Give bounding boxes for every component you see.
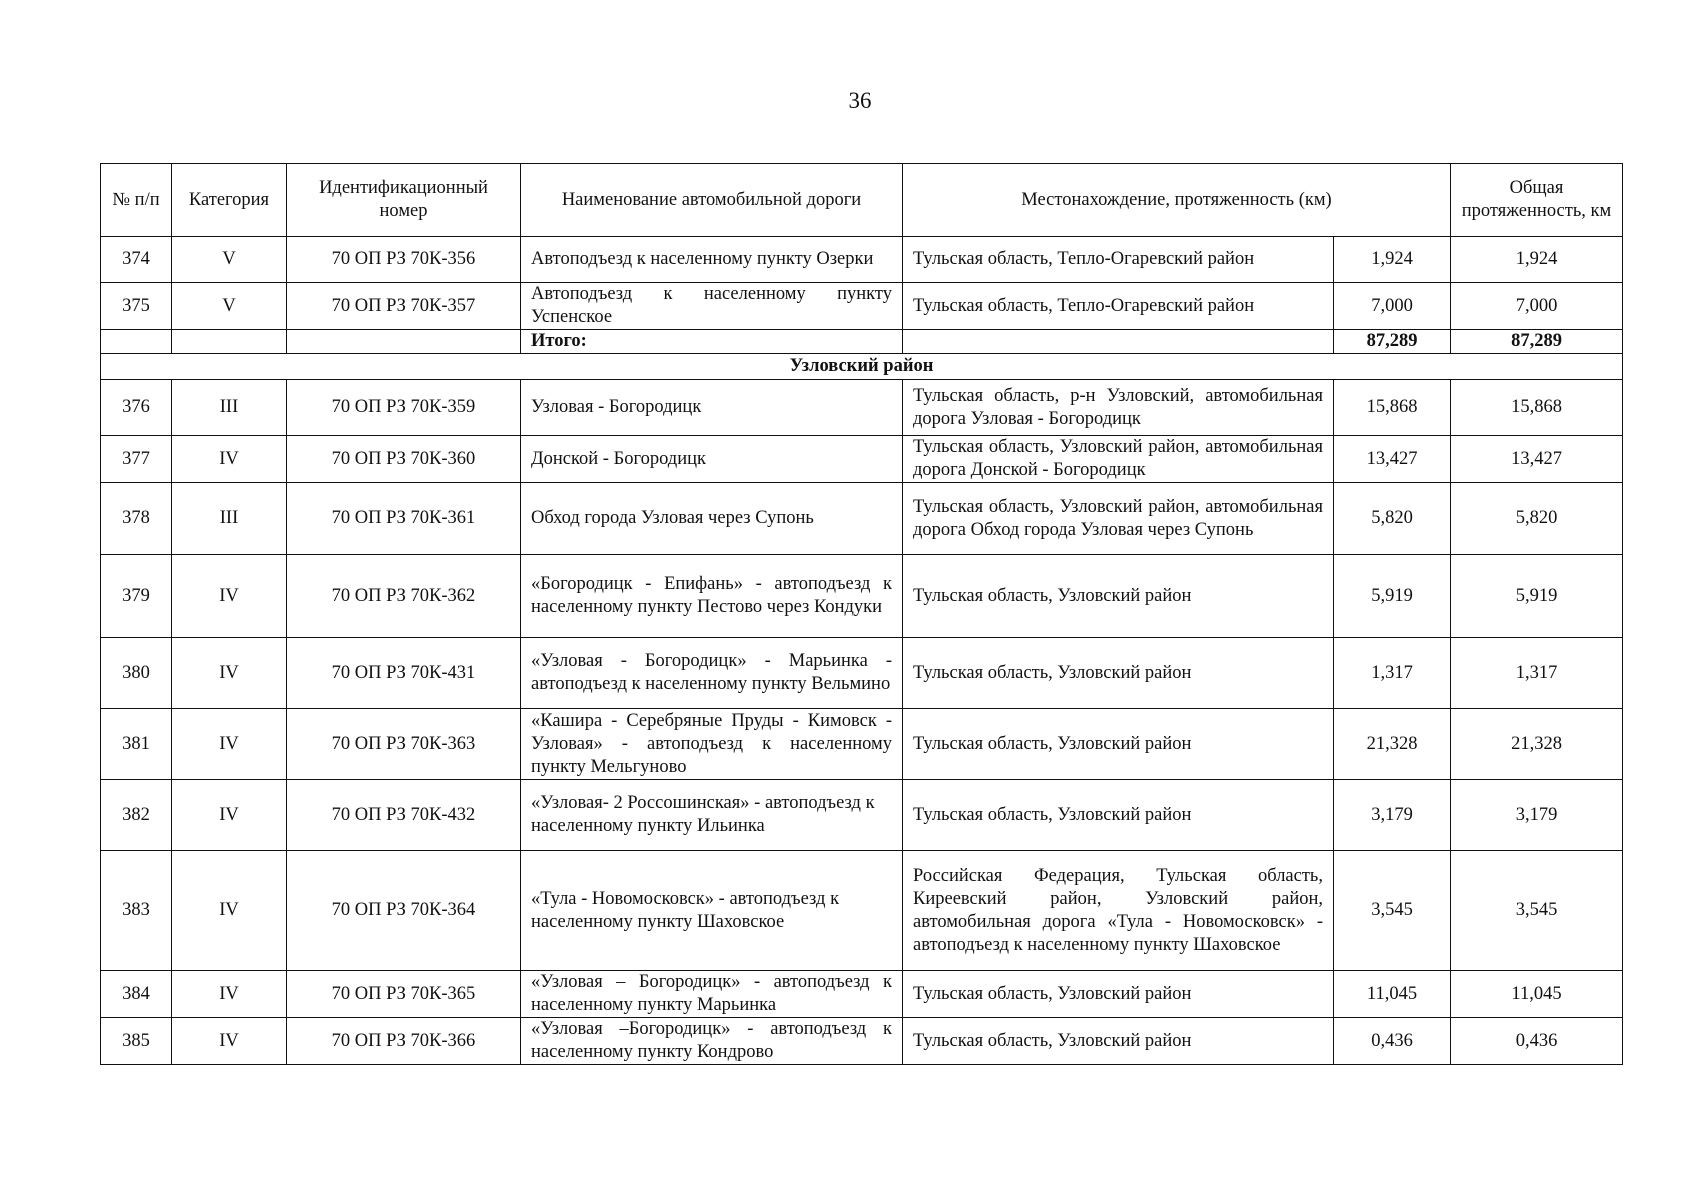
- row-total: 7,000: [1451, 283, 1623, 330]
- row-category: IV: [172, 1018, 287, 1065]
- subtotal-empty: [172, 330, 287, 354]
- row-location: Тульская область, Узловский район, автомобильная дорога Обход города Узловая через Супонь: [903, 483, 1334, 555]
- table-row: [101, 237, 1623, 283]
- subtotal-empty: [287, 330, 521, 354]
- table-row: [101, 483, 1623, 555]
- row-num: 383: [101, 851, 172, 971]
- row-num: 380: [101, 638, 172, 709]
- subtotal-row: [101, 330, 1623, 354]
- row-length: 1,317: [1334, 638, 1451, 709]
- page-number: 36: [848, 88, 872, 113]
- table-row: [101, 380, 1623, 436]
- row-category: IV: [172, 851, 287, 971]
- row-name: «Узловая- 2 Россошинская» - автоподъезд к населенному пункту Ильинка: [521, 780, 903, 851]
- row-id: 70 ОП РЗ 70К-366: [287, 1018, 521, 1065]
- row-total: 15,868: [1451, 380, 1623, 436]
- row-id: 70 ОП РЗ 70К-432: [287, 780, 521, 851]
- row-category: IV: [172, 709, 287, 780]
- subtotal-length: 87,289: [1334, 330, 1451, 354]
- row-total: 5,919: [1451, 555, 1623, 638]
- row-location: Тульская область, Узловский район: [903, 780, 1334, 851]
- row-total: 3,545: [1451, 851, 1623, 971]
- row-category: III: [172, 483, 287, 555]
- district-row: [101, 354, 1623, 380]
- row-name: Донской - Богородицк: [521, 436, 903, 483]
- row-length: 1,924: [1334, 237, 1451, 283]
- row-num: 384: [101, 971, 172, 1018]
- row-location: Тульская область, Тепло-Огаревский район: [903, 237, 1334, 283]
- row-category: IV: [172, 638, 287, 709]
- row-length: 5,820: [1334, 483, 1451, 555]
- subtotal-total: 87,289: [1451, 330, 1623, 354]
- row-category: V: [172, 237, 287, 283]
- row-name: «Тула - Новомосковск» - автоподъезд к населенному пункту Шаховское: [521, 851, 903, 971]
- row-location: Тульская область, Тепло-Огаревский район: [903, 283, 1334, 330]
- row-num: 374: [101, 237, 172, 283]
- row-num: 376: [101, 380, 172, 436]
- row-total: 21,328: [1451, 709, 1623, 780]
- row-id: 70 ОП РЗ 70К-360: [287, 436, 521, 483]
- table-row: [101, 851, 1623, 971]
- row-id: 70 ОП РЗ 70К-356: [287, 237, 521, 283]
- roads-table: [100, 163, 1623, 1065]
- row-length: 5,919: [1334, 555, 1451, 638]
- row-total: 5,820: [1451, 483, 1623, 555]
- subtotal-empty: [101, 330, 172, 354]
- header-id: Идентификационный номер: [287, 164, 521, 237]
- row-name: Автоподъезд к населенному пункту Озерки: [521, 237, 903, 283]
- row-id: 70 ОП РЗ 70К-364: [287, 851, 521, 971]
- row-name: Узловая - Богородицк: [521, 380, 903, 436]
- header-row: [101, 164, 1623, 237]
- table-row: [101, 283, 1623, 330]
- row-category: III: [172, 380, 287, 436]
- row-location: Российская Федерация, Тульская область, Киреевский район, Узловский район, автомобильная дорога «Тула - Новомосковск» - автоподъезд к населенному пункту Шаховское: [903, 851, 1334, 971]
- row-total: 0,436: [1451, 1018, 1623, 1065]
- header-num: № п/п: [101, 164, 172, 237]
- table-row: [101, 1018, 1623, 1065]
- row-length: 21,328: [1334, 709, 1451, 780]
- row-total: 13,427: [1451, 436, 1623, 483]
- row-total: 1,317: [1451, 638, 1623, 709]
- row-id: 70 ОП РЗ 70К-365: [287, 971, 521, 1018]
- row-location: Тульская область, Узловский район: [903, 638, 1334, 709]
- header-name: Наименование автомобильной дороги: [521, 164, 903, 237]
- row-length: 3,179: [1334, 780, 1451, 851]
- row-length: 15,868: [1334, 380, 1451, 436]
- table-row: [101, 436, 1623, 483]
- row-location: Тульская область, Узловский район: [903, 971, 1334, 1018]
- row-category: IV: [172, 436, 287, 483]
- row-num: 377: [101, 436, 172, 483]
- header-category: Категория: [172, 164, 287, 237]
- row-length: 0,436: [1334, 1018, 1451, 1065]
- row-total: 11,045: [1451, 971, 1623, 1018]
- row-category: IV: [172, 555, 287, 638]
- row-name: Автоподъезд к населенному пункту Успенское: [521, 283, 903, 330]
- row-id: 70 ОП РЗ 70К-361: [287, 483, 521, 555]
- row-id: 70 ОП РЗ 70К-431: [287, 638, 521, 709]
- row-location: Тульская область, Узловский район: [903, 555, 1334, 638]
- table-row: [101, 780, 1623, 851]
- header-location: Местонахождение, протяженность (км): [903, 164, 1451, 237]
- row-id: 70 ОП РЗ 70К-357: [287, 283, 521, 330]
- header-total: Общая протяженность, км: [1451, 164, 1623, 237]
- row-category: V: [172, 283, 287, 330]
- row-length: 7,000: [1334, 283, 1451, 330]
- row-category: IV: [172, 780, 287, 851]
- row-location: Тульская область, Узловский район, автомобильная дорога Донской - Богородицк: [903, 436, 1334, 483]
- row-num: 375: [101, 283, 172, 330]
- row-name: «Узловая –Богородицк» - автоподъезд к населенному пункту Кондрово: [521, 1018, 903, 1065]
- row-total: 1,924: [1451, 237, 1623, 283]
- row-length: 3,545: [1334, 851, 1451, 971]
- row-id: 70 ОП РЗ 70К-363: [287, 709, 521, 780]
- row-num: 385: [101, 1018, 172, 1065]
- row-num: 379: [101, 555, 172, 638]
- row-location: Тульская область, р-н Узловский, автомобильная дорога Узловая - Богородицк: [903, 380, 1334, 436]
- row-num: 381: [101, 709, 172, 780]
- district-title: Узловский район: [101, 354, 1623, 380]
- row-name: «Кашира - Серебряные Пруды - Кимовск - Узловая» - автоподъезд к населенному пункту Мельгуново: [521, 709, 903, 780]
- subtotal-label: Итого:: [521, 330, 903, 354]
- row-location: Тульская область, Узловский район: [903, 1018, 1334, 1065]
- row-length: 11,045: [1334, 971, 1451, 1018]
- row-name: «Узловая - Богородицк» - Марьинка - автоподъезд к населенному пункту Вельмино: [521, 638, 903, 709]
- row-name: Обход города Узловая через Супонь: [521, 483, 903, 555]
- row-id: 70 ОП РЗ 70К-359: [287, 380, 521, 436]
- row-id: 70 ОП РЗ 70К-362: [287, 555, 521, 638]
- table-row: [101, 555, 1623, 638]
- table-row: [101, 971, 1623, 1018]
- row-length: 13,427: [1334, 436, 1451, 483]
- row-name: «Богородицк - Епифань» - автоподъезд к населенному пункту Пестово через Кондуки: [521, 555, 903, 638]
- subtotal-empty: [903, 330, 1334, 354]
- row-category: IV: [172, 971, 287, 1018]
- table-row: [101, 638, 1623, 709]
- row-total: 3,179: [1451, 780, 1623, 851]
- row-num: 382: [101, 780, 172, 851]
- row-num: 378: [101, 483, 172, 555]
- row-location: Тульская область, Узловский район: [903, 709, 1334, 780]
- table-row: [101, 709, 1623, 780]
- row-name: «Узловая – Богородицк» - автоподъезд к населенному пункту Марьинка: [521, 971, 903, 1018]
